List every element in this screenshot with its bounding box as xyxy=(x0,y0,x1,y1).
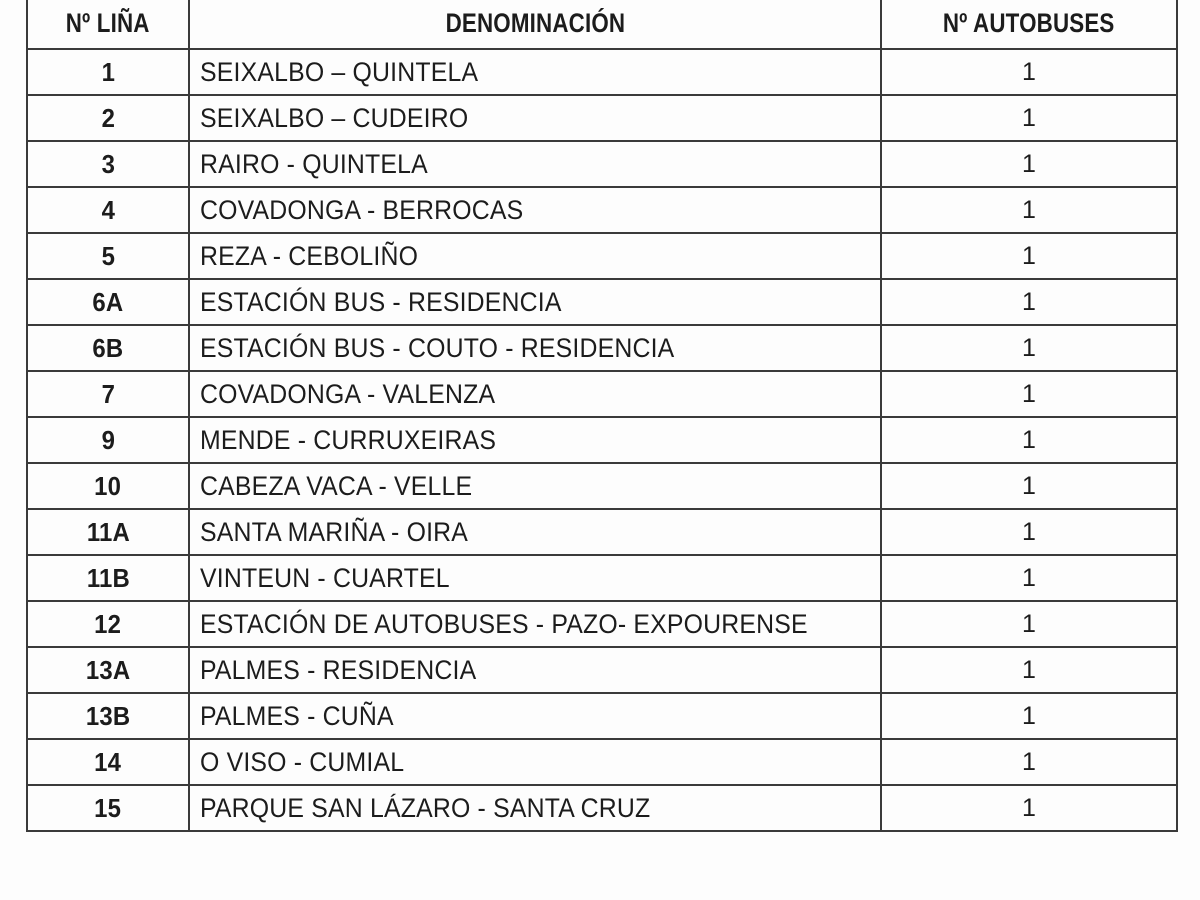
line-denomination: CABEZA VACA - VELLE xyxy=(200,470,473,501)
bus-count-cell xyxy=(881,371,1177,417)
line-number: 2 xyxy=(101,102,115,133)
line-number-cell xyxy=(27,785,189,831)
bus-count-cell xyxy=(881,509,1177,555)
bus-count: 1 xyxy=(1021,241,1037,270)
denomination-cell xyxy=(189,693,881,739)
line-denomination: SANTA MARIÑA - OIRA xyxy=(200,516,469,547)
bus-count-cell xyxy=(881,555,1177,601)
line-number-cell xyxy=(27,463,189,509)
line-denomination: COVADONGA - BERROCAS xyxy=(200,194,524,225)
line-number-cell xyxy=(27,141,189,187)
line-number-cell xyxy=(27,187,189,233)
line-number-cell xyxy=(27,49,189,95)
bus-count-cell xyxy=(881,279,1177,325)
bus-count: 1 xyxy=(1021,517,1037,546)
line-number: 6B xyxy=(92,332,124,363)
table-row xyxy=(27,325,1177,371)
line-number: 11B xyxy=(86,562,130,593)
line-denomination: SEIXALBO – QUINTELA xyxy=(200,56,479,87)
line-number-cell xyxy=(27,95,189,141)
line-number: 10 xyxy=(94,470,122,501)
denomination-cell xyxy=(189,601,881,647)
line-denomination: VINTEUN - CUARTEL xyxy=(200,562,450,593)
table-row xyxy=(27,509,1177,555)
line-number-cell xyxy=(27,279,189,325)
bus-count: 1 xyxy=(1021,195,1037,224)
line-number: 15 xyxy=(94,792,122,823)
bus-count-cell xyxy=(881,417,1177,463)
bus-count-cell xyxy=(881,647,1177,693)
bus-lines-table xyxy=(26,0,1178,832)
table-row xyxy=(27,233,1177,279)
denomination-cell xyxy=(189,279,881,325)
bus-count: 1 xyxy=(1021,103,1037,132)
bus-count-cell xyxy=(881,693,1177,739)
bus-count: 1 xyxy=(1021,655,1037,684)
line-denomination: SEIXALBO – CUDEIRO xyxy=(200,102,469,133)
line-number-cell xyxy=(27,233,189,279)
bus-count: 1 xyxy=(1021,747,1037,776)
table-row xyxy=(27,739,1177,785)
bus-count: 1 xyxy=(1021,425,1037,454)
line-denomination: MENDE - CURRUXEIRAS xyxy=(200,424,497,455)
line-number: 7 xyxy=(101,378,115,409)
table-row xyxy=(27,647,1177,693)
bus-count: 1 xyxy=(1021,57,1037,86)
line-denomination: RAIRO - QUINTELA xyxy=(200,148,428,179)
line-number: 14 xyxy=(94,746,122,777)
bus-count: 1 xyxy=(1021,287,1037,316)
line-number: 1 xyxy=(101,56,115,87)
table-row xyxy=(27,279,1177,325)
denomination-cell xyxy=(189,371,881,417)
table-row xyxy=(27,95,1177,141)
line-denomination: REZA - CEBOLIÑO xyxy=(200,240,419,271)
denomination-cell xyxy=(189,647,881,693)
denomination-cell xyxy=(189,463,881,509)
line-number-cell xyxy=(27,601,189,647)
line-number-cell xyxy=(27,647,189,693)
header-bus-count xyxy=(896,0,1162,49)
table-row xyxy=(27,555,1177,601)
header-denomination-text: DENOMINACIÓN xyxy=(445,7,625,38)
bus-count-cell xyxy=(881,463,1177,509)
bus-count-cell xyxy=(881,49,1177,95)
line-number-cell xyxy=(27,417,189,463)
line-denomination: O VISO - CUMIAL xyxy=(200,746,405,777)
bus-count: 1 xyxy=(1021,471,1037,500)
line-number-cell xyxy=(27,325,189,371)
bus-count-cell xyxy=(881,95,1177,141)
bus-count: 1 xyxy=(1021,333,1037,362)
denomination-cell xyxy=(189,187,881,233)
line-number: 13A xyxy=(85,654,131,685)
bus-count-cell xyxy=(881,325,1177,371)
header-line-number-text: Nº LIÑA xyxy=(66,7,150,38)
line-number: 9 xyxy=(101,424,115,455)
bus-count-cell xyxy=(881,785,1177,831)
header-line-number xyxy=(35,0,181,49)
line-denomination: PARQUE SAN LÁZARO - SANTA CRUZ xyxy=(200,792,651,823)
denomination-cell xyxy=(189,95,881,141)
line-number: 12 xyxy=(94,608,122,639)
bus-count: 1 xyxy=(1021,379,1037,408)
table-row xyxy=(27,463,1177,509)
line-number-cell xyxy=(27,371,189,417)
line-number-cell xyxy=(27,739,189,785)
table-row xyxy=(27,693,1177,739)
bus-count: 1 xyxy=(1021,149,1037,178)
table-row xyxy=(27,187,1177,233)
table-row xyxy=(27,141,1177,187)
bus-count-cell xyxy=(881,141,1177,187)
table-row xyxy=(27,371,1177,417)
header-denomination xyxy=(224,0,847,49)
header-bus-count-text: Nº AUTOBUSES xyxy=(943,7,1115,38)
line-number: 3 xyxy=(101,148,115,179)
line-number-cell xyxy=(27,555,189,601)
table-row xyxy=(27,601,1177,647)
denomination-cell xyxy=(189,141,881,187)
line-denomination: PALMES - CUÑA xyxy=(200,700,394,731)
bus-count-cell xyxy=(881,601,1177,647)
line-denomination: ESTACIÓN BUS - COUTO - RESIDENCIA xyxy=(200,332,675,363)
line-number: 4 xyxy=(101,194,115,225)
line-number: 13B xyxy=(85,700,131,731)
line-denomination: COVADONGA - VALENZA xyxy=(200,378,496,409)
denomination-cell xyxy=(189,739,881,785)
header-row xyxy=(27,0,1177,49)
line-denomination: ESTACIÓN DE AUTOBUSES - PAZO- EXPOURENSE xyxy=(200,608,808,639)
line-number-cell xyxy=(27,509,189,555)
bus-count-cell xyxy=(881,233,1177,279)
denomination-cell xyxy=(189,555,881,601)
line-number: 6A xyxy=(92,286,124,317)
bus-count-cell xyxy=(881,187,1177,233)
line-number: 11A xyxy=(86,516,130,547)
table-row xyxy=(27,785,1177,831)
table-row xyxy=(27,49,1177,95)
bus-count: 1 xyxy=(1021,563,1037,592)
table-body xyxy=(27,49,1177,831)
denomination-cell xyxy=(189,509,881,555)
bus-count: 1 xyxy=(1021,793,1037,822)
line-denomination: PALMES - RESIDENCIA xyxy=(200,654,477,685)
table-row xyxy=(27,417,1177,463)
bus-count: 1 xyxy=(1021,701,1037,730)
bus-count-cell xyxy=(881,739,1177,785)
table-header xyxy=(27,0,1177,49)
denomination-cell xyxy=(189,785,881,831)
line-denomination: ESTACIÓN BUS - RESIDENCIA xyxy=(200,286,562,317)
denomination-cell xyxy=(189,417,881,463)
denomination-cell xyxy=(189,49,881,95)
line-number: 5 xyxy=(101,240,115,271)
line-number-cell xyxy=(27,693,189,739)
denomination-cell xyxy=(189,233,881,279)
bus-count: 1 xyxy=(1021,609,1037,638)
denomination-cell xyxy=(189,325,881,371)
